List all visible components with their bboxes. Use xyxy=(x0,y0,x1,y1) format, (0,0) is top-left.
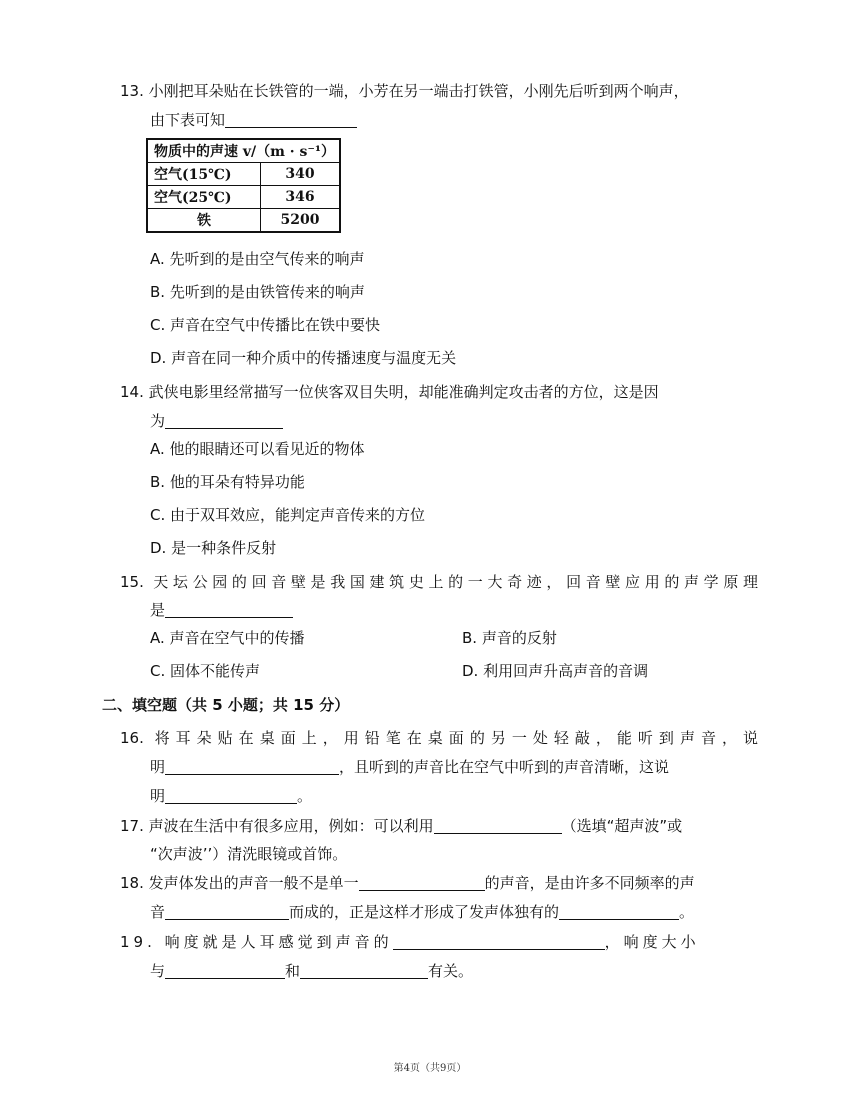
q14-stem-text: 为 xyxy=(150,412,166,430)
table-header-row xyxy=(147,139,340,163)
q16-answer-blank-2[interactable] xyxy=(165,787,297,804)
q16-text: ，且听到的声音比在空气中听到的声音清晰，这说 xyxy=(339,758,670,776)
q18-text: 。 xyxy=(679,903,695,921)
q13-option-a[interactable]: A. 先听到的是由空气传来的响声 xyxy=(150,250,365,268)
table-cell-speed: 5200 xyxy=(261,209,341,233)
page-footer: 第4页（共9页） xyxy=(393,1063,467,1074)
q16-stem-line3 xyxy=(150,785,312,807)
q15-option-d[interactable]: D. 利用回声升高声音的音调 xyxy=(462,662,649,680)
q13-option-b[interactable]: B. 先听到的是由铁管传来的响声 xyxy=(150,283,365,301)
q18-stem-line1 xyxy=(120,872,695,894)
q16-text: 明 xyxy=(150,758,166,776)
q13-answer-blank[interactable] xyxy=(225,111,357,128)
table-cell-medium: 空气(15℃) xyxy=(147,163,261,186)
q16-text: 明 xyxy=(150,787,166,805)
q19-text: 有关。 xyxy=(428,962,474,980)
q13-option-d[interactable]: D. 声音在同一种介质中的传播速度与温度无关 xyxy=(150,349,457,367)
q17-answer-blank[interactable] xyxy=(434,817,562,834)
table-header: 物质中的声速 v/（m · s⁻¹） xyxy=(147,139,340,163)
q17-text: （选填“超声波”或 xyxy=(561,817,683,835)
q13-stem-text: 由下表可知 xyxy=(150,111,226,129)
q14-option-a[interactable]: A. 他的眼睛还可以看见近的物体 xyxy=(150,440,365,458)
q13-stem-line2 xyxy=(150,109,357,131)
q14-option-d[interactable]: D. 是一种条件反射 xyxy=(150,539,277,557)
q14-option-c[interactable]: C. 由于双耳效应，能判定声音传来的方位 xyxy=(150,506,426,524)
q16-stem-line2 xyxy=(150,756,669,778)
q19-answer-blank-2[interactable] xyxy=(165,962,285,979)
q19-answer-blank-1[interactable] xyxy=(393,933,605,950)
q15-stem-line2 xyxy=(150,599,293,621)
sound-speed-table xyxy=(146,138,341,233)
q18-stem-line2 xyxy=(150,901,694,923)
q14-stem-line1: 14. 武侠电影里经常描写一位侠客双目失明，却能准确判定攻击者的方位，这是因 xyxy=(120,383,659,401)
q17-stem-line1 xyxy=(120,815,682,837)
q16-answer-blank-1[interactable] xyxy=(165,758,339,775)
q13-stem-line1: 13. 小刚把耳朵贴在长铁管的一端，小芳在另一端击打铁管，小刚先后听到两个响声， xyxy=(120,82,689,100)
table-row xyxy=(147,163,340,186)
q14-option-b[interactable]: B. 他的耳朵有特异功能 xyxy=(150,473,305,491)
q15-option-b[interactable]: B. 声音的反射 xyxy=(462,629,557,647)
table-cell-medium: 铁 xyxy=(147,209,261,233)
q19-text: 与 xyxy=(150,962,166,980)
section-title: 二、填空题（共 5 小题；共 15 分） xyxy=(102,696,350,714)
q19-stem-line2 xyxy=(150,960,473,982)
table-cell-medium: 空气(25℃) xyxy=(147,186,261,209)
q18-text: 18. 发声体发出的声音一般不是单一 xyxy=(120,874,359,892)
q15-stem-line1: 15. 天坛公园的回音壁是我国建筑史上的一大奇迹，回音壁应用的声学原理 xyxy=(120,573,758,591)
q13-option-c[interactable]: C. 声音在空气中传播比在铁中要快 xyxy=(150,316,381,334)
q18-answer-blank-1[interactable] xyxy=(359,874,485,891)
table-row xyxy=(147,209,340,233)
table-cell-speed: 340 xyxy=(261,163,341,186)
q18-answer-blank-3[interactable] xyxy=(559,903,679,920)
q19-text: ，响度大小 xyxy=(604,933,700,951)
q18-text: 的声音，是由许多不同频率的声 xyxy=(484,874,695,892)
q19-text: 19. 响度就是人耳感觉到声音的 xyxy=(120,933,393,951)
q15-option-c[interactable]: C. 固体不能传声 xyxy=(150,662,261,680)
q15-stem-text: 是 xyxy=(150,601,166,619)
table-cell-speed: 346 xyxy=(261,186,341,209)
q19-stem-line1 xyxy=(120,931,758,953)
q16-text: 。 xyxy=(297,787,313,805)
q19-text: 和 xyxy=(285,962,301,980)
q19-answer-blank-3[interactable] xyxy=(300,962,428,979)
q18-text: 音 xyxy=(150,903,166,921)
q17-text: 17. 声波在生活中有很多应用，例如：可以利用 xyxy=(120,817,434,835)
q14-stem-line2 xyxy=(150,410,283,432)
table-row xyxy=(147,186,340,209)
q14-answer-blank[interactable] xyxy=(165,412,283,429)
q15-option-a[interactable]: A. 声音在空气中的传播 xyxy=(150,629,305,647)
q15-answer-blank[interactable] xyxy=(165,601,293,618)
q18-text: 而成的，正是这样才形成了发声体独有的 xyxy=(289,903,560,921)
q16-stem-line1: 16. 将耳朵贴在桌面上，用铅笔在桌面的另一处轻敲，能听到声音，说 xyxy=(120,729,758,747)
q18-answer-blank-2[interactable] xyxy=(165,903,289,920)
q17-stem-line2: “次声波’’）清洗眼镜或首饰。 xyxy=(150,845,348,863)
